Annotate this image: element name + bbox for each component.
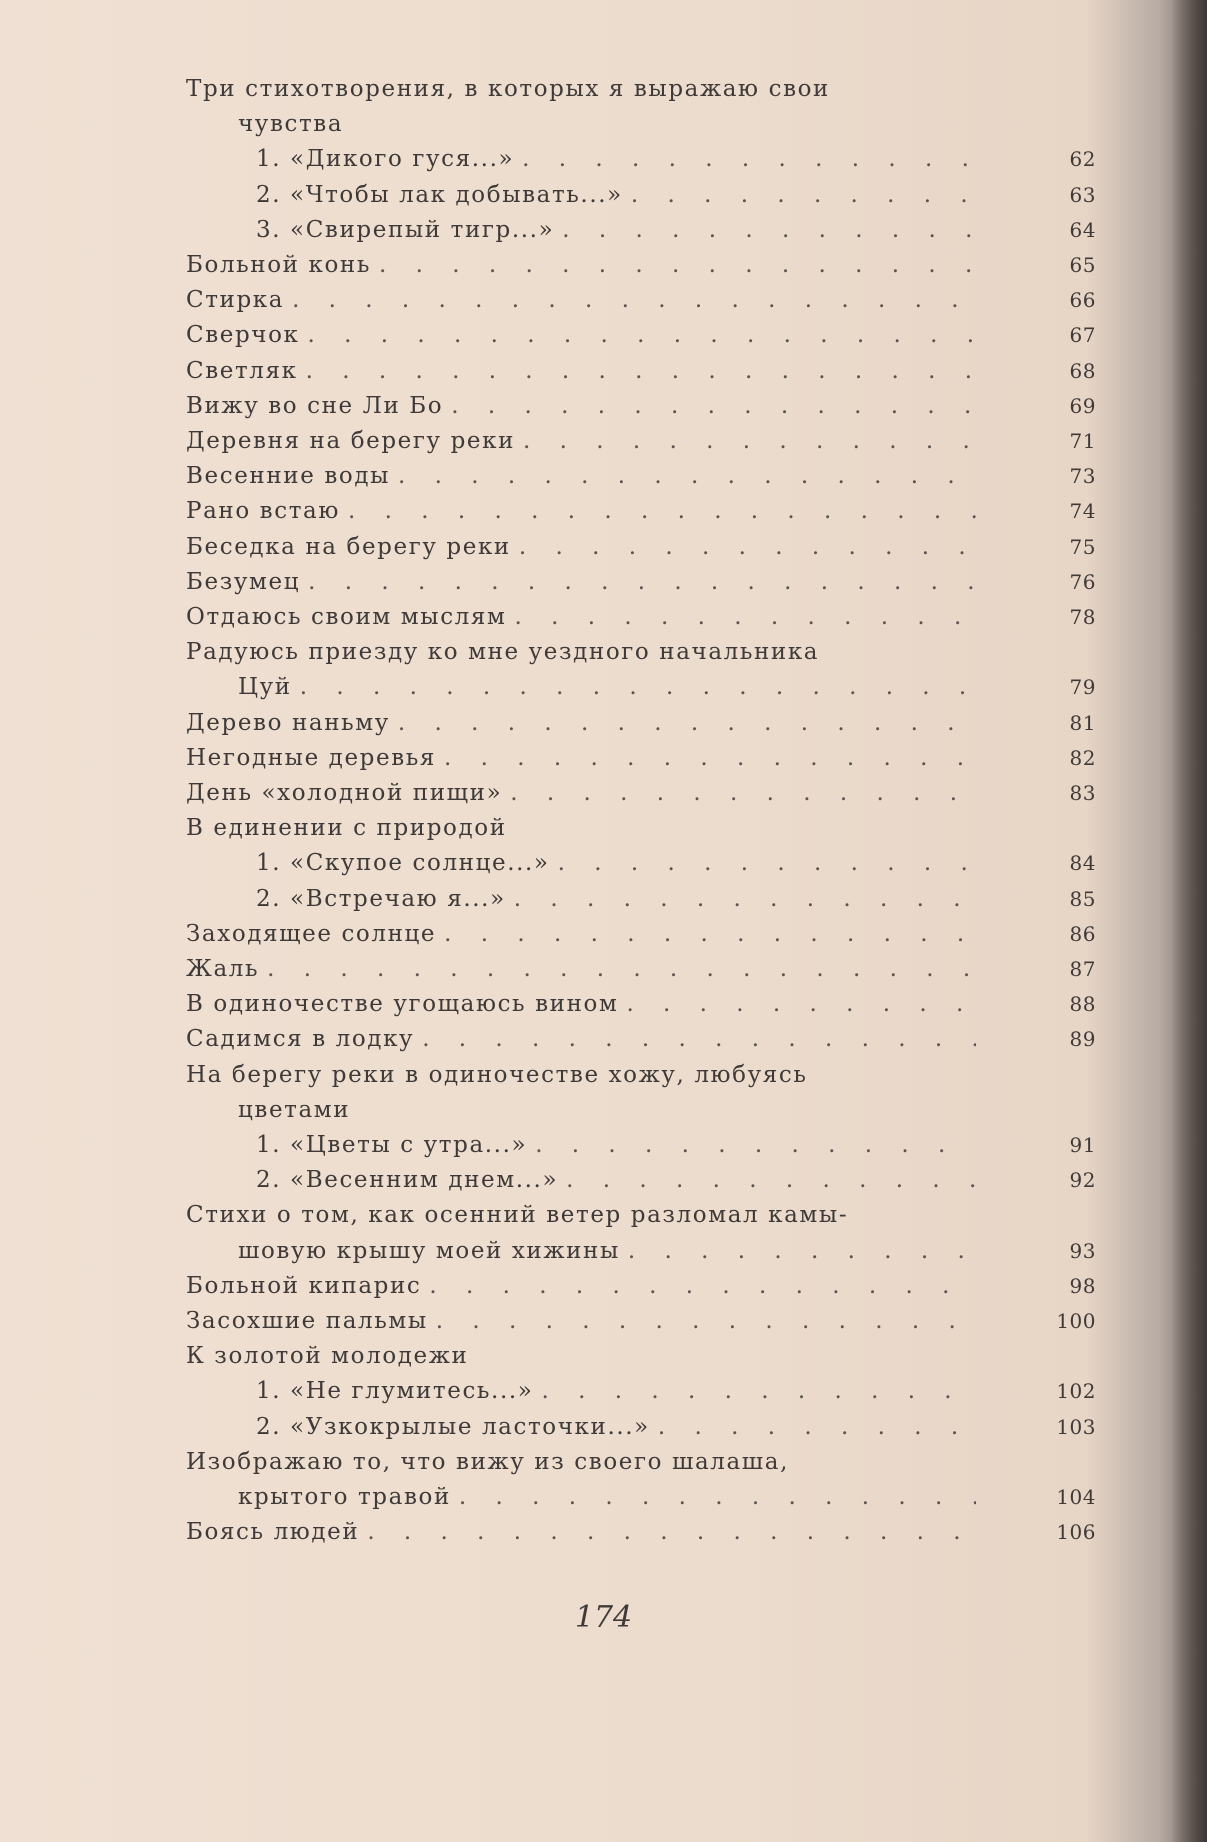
toc-entry-title: Стирка — [186, 287, 285, 313]
dot-leader — [523, 424, 976, 458]
toc-entry-title: Три стихотворения, в которых я выражаю свои — [186, 76, 830, 102]
toc-entry — [186, 565, 1096, 599]
dot-leader — [514, 882, 976, 916]
toc-entry-title: 2. «Весенним днем...» — [256, 1167, 559, 1193]
page-spine-shadow — [1171, 0, 1207, 1842]
dot-leader — [308, 318, 976, 352]
toc-entry-title: Больной конь — [186, 252, 371, 278]
toc-entry — [186, 213, 1096, 247]
dot-leader — [398, 706, 976, 740]
toc-entry-title: На берегу реки в одиночестве хожу, любуясь — [186, 1062, 808, 1088]
toc-entry-title: Рано встаю — [186, 498, 340, 524]
dot-leader — [522, 142, 976, 176]
toc-entry — [186, 741, 1096, 775]
toc-entry-page: 85 — [1069, 887, 1096, 911]
toc-entry-title: Заходящее солнце — [186, 921, 437, 947]
dot-leader — [379, 248, 976, 282]
dot-leader — [367, 1515, 976, 1549]
dot-leader — [292, 283, 976, 317]
dot-leader — [541, 1374, 976, 1408]
dot-leader — [515, 600, 976, 634]
toc-entry-title: Садимся в лодку — [186, 1026, 415, 1052]
dot-leader — [429, 1269, 976, 1303]
toc-entry-page: 100 — [1056, 1309, 1096, 1333]
toc-heading-line — [186, 811, 1096, 845]
dot-leader — [631, 178, 976, 212]
toc-entry — [186, 706, 1096, 740]
toc-entry-title: Радуюсь приезду ко мне уездного начальника — [186, 639, 820, 665]
toc-entry-page: 83 — [1069, 781, 1096, 805]
toc-entry — [186, 882, 1096, 916]
toc-entry — [186, 1410, 1096, 1444]
toc-entry-page: 98 — [1069, 1274, 1096, 1298]
toc-entry — [186, 142, 1096, 176]
dot-leader — [398, 459, 976, 493]
toc-entry-title: крытого травой — [238, 1484, 451, 1510]
toc-entry-title: Стихи о том, как осенний ветер разломал камы- — [186, 1202, 849, 1228]
toc-entry-title: Безумец — [186, 569, 301, 595]
toc-entry-page: 78 — [1069, 605, 1096, 629]
dot-leader — [444, 917, 976, 951]
toc-entry-title: Беседка на берегу реки — [186, 534, 511, 560]
toc-entry-page: 102 — [1056, 1379, 1096, 1403]
toc-entry-title: Весенние воды — [186, 463, 390, 489]
toc-entry-page: 89 — [1069, 1027, 1096, 1051]
toc-entry — [186, 952, 1096, 986]
toc-heading-line — [186, 1058, 1096, 1092]
toc-entry-title: День «холодной пищи» — [186, 780, 503, 806]
toc-entry — [186, 530, 1096, 564]
toc-heading-line — [186, 1339, 1096, 1373]
toc-entry — [186, 1269, 1096, 1303]
dot-leader — [658, 1410, 976, 1444]
toc-entry-page: 64 — [1069, 218, 1096, 242]
toc-entry-title: Больной кипарис — [186, 1273, 422, 1299]
toc-entry — [186, 917, 1096, 951]
page-number: 174 — [574, 1600, 633, 1635]
toc-entry-page: 84 — [1069, 851, 1096, 875]
toc-entry-page: 92 — [1069, 1168, 1096, 1192]
toc-entry-page: 63 — [1069, 183, 1096, 207]
toc-entry-title: К золотой молодежи — [186, 1343, 469, 1369]
dot-leader — [558, 846, 976, 880]
toc-entry-title: 2. «Узкокрылые ласточки...» — [256, 1414, 650, 1440]
toc-entry-title: В одиночестве угощаюсь вином — [186, 991, 619, 1017]
toc-entry-title: Боясь людей — [186, 1519, 360, 1545]
toc-entry-page: 88 — [1069, 992, 1096, 1016]
toc-entry — [186, 424, 1096, 458]
toc-entry — [186, 389, 1096, 423]
toc-heading-line — [186, 72, 1096, 106]
toc-entry-title: Отдаюсь своим мыслям — [186, 604, 507, 630]
toc-entry-title: 2. «Чтобы лак добывать...» — [256, 182, 623, 208]
toc-entry-title: Сверчок — [186, 322, 300, 348]
toc-entry — [186, 1515, 1096, 1549]
toc-entry-title: чувства — [238, 111, 344, 137]
toc-entry-title: Изображаю то, что вижу из своего шалаша, — [186, 1449, 790, 1475]
dot-leader — [626, 987, 976, 1021]
toc-entry-page: 66 — [1069, 288, 1096, 312]
toc-entry — [186, 283, 1096, 317]
toc-entry-page: 76 — [1069, 570, 1096, 594]
toc-entry-page: 71 — [1069, 429, 1096, 453]
dot-leader — [422, 1022, 976, 1056]
toc-entry-title: Цуй — [238, 674, 292, 700]
table-of-contents — [186, 72, 1096, 1572]
toc-entry — [186, 354, 1096, 388]
dot-leader — [267, 952, 976, 986]
toc-entry-title: 1. «Не глумитесь...» — [256, 1378, 534, 1404]
toc-entry-title: Засохшие пальмы — [186, 1308, 428, 1334]
toc-entry-page: 68 — [1069, 359, 1096, 383]
toc-heading-line — [186, 1198, 1096, 1232]
toc-entry — [186, 1304, 1096, 1338]
toc-entry-page: 75 — [1069, 535, 1096, 559]
toc-entry-title: Негодные деревья — [186, 745, 436, 771]
dot-leader — [628, 1234, 976, 1268]
toc-entry-title: 1. «Дикого гуся...» — [256, 146, 515, 172]
toc-entry — [186, 1128, 1096, 1162]
dot-leader — [510, 776, 976, 810]
toc-entry-page: 93 — [1069, 1239, 1096, 1263]
toc-entry-page: 87 — [1069, 957, 1096, 981]
toc-entry-title: шовую крышу моей хижины — [238, 1238, 620, 1264]
toc-entry — [186, 318, 1096, 352]
dot-leader — [519, 530, 976, 564]
toc-entry-page: 86 — [1069, 922, 1096, 946]
toc-entry-title: Жаль — [186, 956, 260, 982]
dot-leader — [300, 670, 976, 704]
toc-entry-page: 73 — [1069, 464, 1096, 488]
toc-heading-line — [186, 635, 1096, 669]
toc-entry-page: 69 — [1069, 394, 1096, 418]
dot-leader — [436, 1304, 976, 1338]
toc-entry — [186, 248, 1096, 282]
toc-entry-page: 82 — [1069, 746, 1096, 770]
toc-entry-title: 1. «Скупое солнце...» — [256, 850, 550, 876]
toc-entry — [186, 1374, 1096, 1408]
toc-entry-title: Деревня на берегу реки — [186, 428, 516, 454]
toc-heading-line — [186, 1093, 1096, 1127]
toc-entry — [186, 1234, 1096, 1268]
toc-entry — [186, 1163, 1096, 1197]
toc-entry-title: Вижу во сне Ли Бо — [186, 393, 444, 419]
toc-entry-page: 65 — [1069, 253, 1096, 277]
toc-entry-page: 79 — [1069, 675, 1096, 699]
toc-entry — [186, 459, 1096, 493]
toc-entry-title: Светляк — [186, 358, 298, 384]
toc-entry-page: 62 — [1069, 147, 1096, 171]
dot-leader — [306, 354, 976, 388]
toc-entry-title: цветами — [238, 1097, 351, 1123]
toc-heading-line — [186, 107, 1096, 141]
toc-entry-title: 1. «Цветы с утра...» — [256, 1132, 528, 1158]
dot-leader — [308, 565, 976, 599]
toc-entry — [186, 1022, 1096, 1056]
dot-leader — [459, 1480, 976, 1514]
toc-entry-page: 81 — [1069, 711, 1096, 735]
toc-entry-title: 3. «Свирепый тигр...» — [256, 217, 555, 243]
dot-leader — [562, 213, 976, 247]
dot-leader — [566, 1163, 976, 1197]
toc-entry-page: 104 — [1056, 1485, 1096, 1509]
toc-entry-page: 106 — [1056, 1520, 1096, 1544]
toc-entry — [186, 600, 1096, 634]
toc-entry — [186, 1480, 1096, 1514]
toc-entry-page: 103 — [1056, 1415, 1096, 1439]
toc-entry-page: 67 — [1069, 323, 1096, 347]
toc-entry — [186, 776, 1096, 810]
dot-leader — [348, 494, 976, 528]
toc-entry — [186, 670, 1096, 704]
dot-leader — [451, 389, 976, 423]
toc-entry-title: 2. «Встречаю я...» — [256, 886, 506, 912]
toc-entry-page: 74 — [1069, 499, 1096, 523]
toc-entry-title: Дерево наньму — [186, 710, 390, 736]
toc-entry — [186, 494, 1096, 528]
toc-entry — [186, 987, 1096, 1021]
dot-leader — [444, 741, 976, 775]
dot-leader — [535, 1128, 976, 1162]
toc-entry-title: В единении с природой — [186, 815, 507, 841]
toc-entry — [186, 178, 1096, 212]
toc-entry-page: 91 — [1069, 1133, 1096, 1157]
toc-heading-line — [186, 1445, 1096, 1479]
toc-entry — [186, 846, 1096, 880]
